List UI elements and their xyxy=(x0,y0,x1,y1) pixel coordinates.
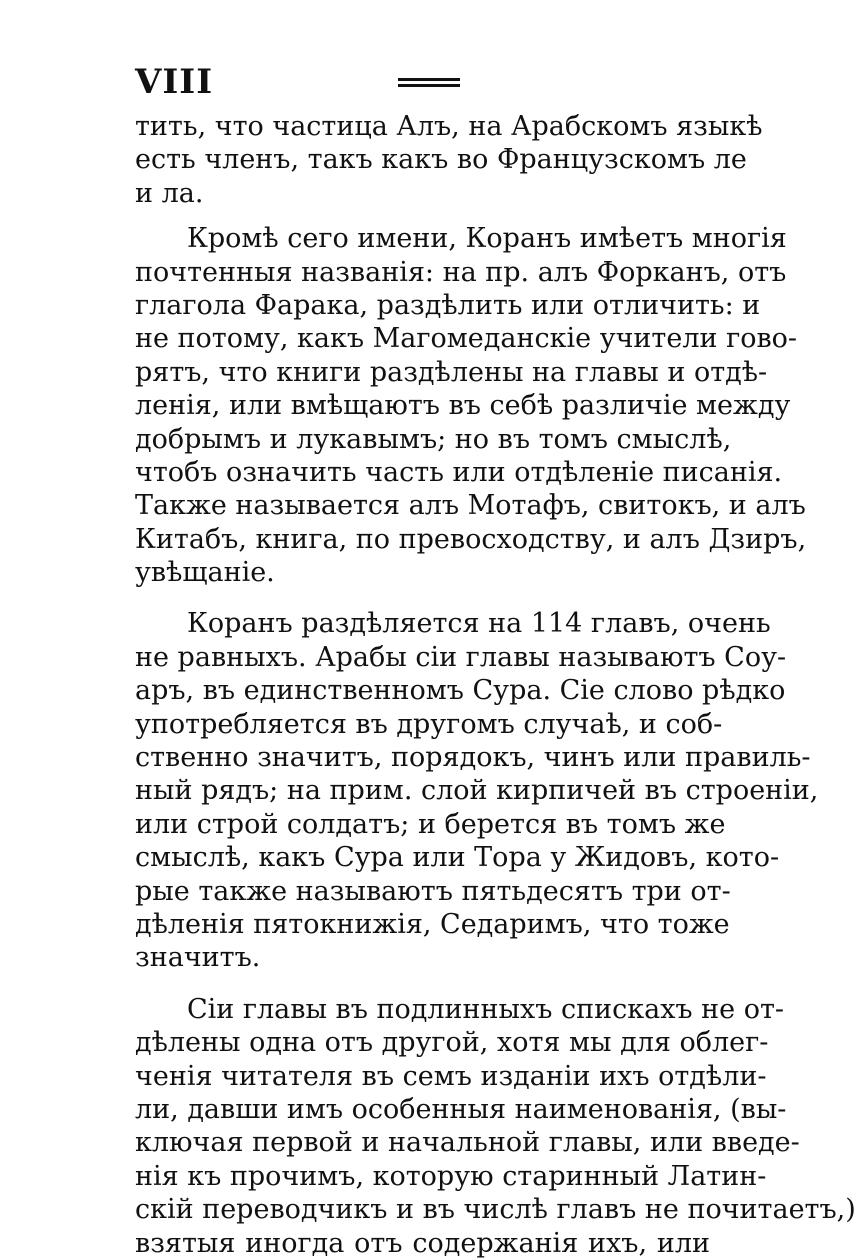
ornament-rule-top xyxy=(398,78,460,81)
text-line: Китабъ, книга, по превосходству, и алъ Дзиръ, xyxy=(135,523,807,555)
text-line: не потому, какъ Магомеданскіе учители гово- xyxy=(135,323,798,355)
text-line: рые также называютъ пятьдесятъ три от- xyxy=(135,875,731,907)
paragraph xyxy=(135,110,763,210)
text-line: дѣленія пятокнижія, Седаримъ, что тоже xyxy=(135,908,730,940)
page-text xyxy=(135,110,856,1260)
text-line: добрымъ и лукавымъ; но въ томъ смыслѣ, xyxy=(135,423,732,455)
text-line: Кромѣ сего имени, Коранъ имѣетъ многія xyxy=(187,223,787,255)
text-line: не равныхъ. Арабы сіи главы называютъ Соу- xyxy=(135,641,787,673)
text-line: ли, давши имъ особенныя наименованія, (вы- xyxy=(135,1093,787,1125)
paragraph xyxy=(135,222,807,589)
text-line: употребляется въ другомъ случаѣ, и соб- xyxy=(135,708,723,740)
page-header xyxy=(135,62,710,102)
text-line: увѣщаніе. xyxy=(135,557,275,589)
text-line: почтенныя названія: на пр. алъ Форканъ, отъ xyxy=(135,256,787,288)
text-line: и ла. xyxy=(135,177,204,209)
text-line: нія къ прочимъ, которую старинный Латин- xyxy=(135,1160,767,1192)
text-line: скій переводчикъ и въ числѣ главъ не почитаетъ,) xyxy=(135,1194,856,1226)
text-line: взятыя иногда отъ содержанія ихъ, или xyxy=(135,1227,710,1259)
text-line: чтобъ означить часть или отдѣленіе писанія. xyxy=(135,456,783,488)
ornament-rule-bottom xyxy=(398,84,460,87)
page-number: VIII xyxy=(135,62,214,102)
text-line: Также называется алъ Мотафъ, свитокъ, и алъ xyxy=(135,490,806,522)
paragraph xyxy=(135,607,819,974)
text-line: ственно значитъ, порядокъ, чинъ или правиль- xyxy=(135,742,811,774)
text-line: глагола Фарака, раздѣлить или отличить: и xyxy=(135,289,761,321)
text-line: или строй солдатъ; и берется въ томъ же xyxy=(135,808,726,840)
text-line: ключая первой и начальной главы, или введе- xyxy=(135,1127,800,1159)
text-line: дѣлены одна отъ другой, хотя мы для облег- xyxy=(135,1027,769,1059)
text-line: аръ, въ единственномъ Сура. Сіе слово рѣдко xyxy=(135,675,786,707)
text-line: смыслѣ, какъ Сура или Тора у Жидовъ, кото- xyxy=(135,842,780,874)
paragraph-gap xyxy=(135,975,710,993)
text-line: ный рядъ; на прим. слой кирпичей въ строеніи, xyxy=(135,775,819,807)
paragraph xyxy=(135,993,856,1260)
paragraph-gap xyxy=(135,589,710,607)
text-line: ленія, или вмѣщаютъ въ себѣ различіе между xyxy=(135,390,791,422)
text-line: Сіи главы въ подлинныхъ спискахъ не от- xyxy=(187,993,785,1025)
text-line: тить, что частица Алъ, на Арабскомъ языкѣ xyxy=(135,111,763,142)
text-line: значитъ. xyxy=(135,942,261,974)
text-line: рятъ, что книги раздѣлены на главы и отдѣ- xyxy=(135,356,768,388)
text-line: Коранъ раздѣляется на 114 главъ, очень xyxy=(187,608,771,640)
header-ornament xyxy=(398,78,460,88)
paragraph-gap xyxy=(135,210,710,222)
text-line: есть членъ, такъ какъ во Французскомъ ле xyxy=(135,144,747,176)
text-line: ченія читателя въ семъ изданіи ихъ отдѣли- xyxy=(135,1060,767,1092)
